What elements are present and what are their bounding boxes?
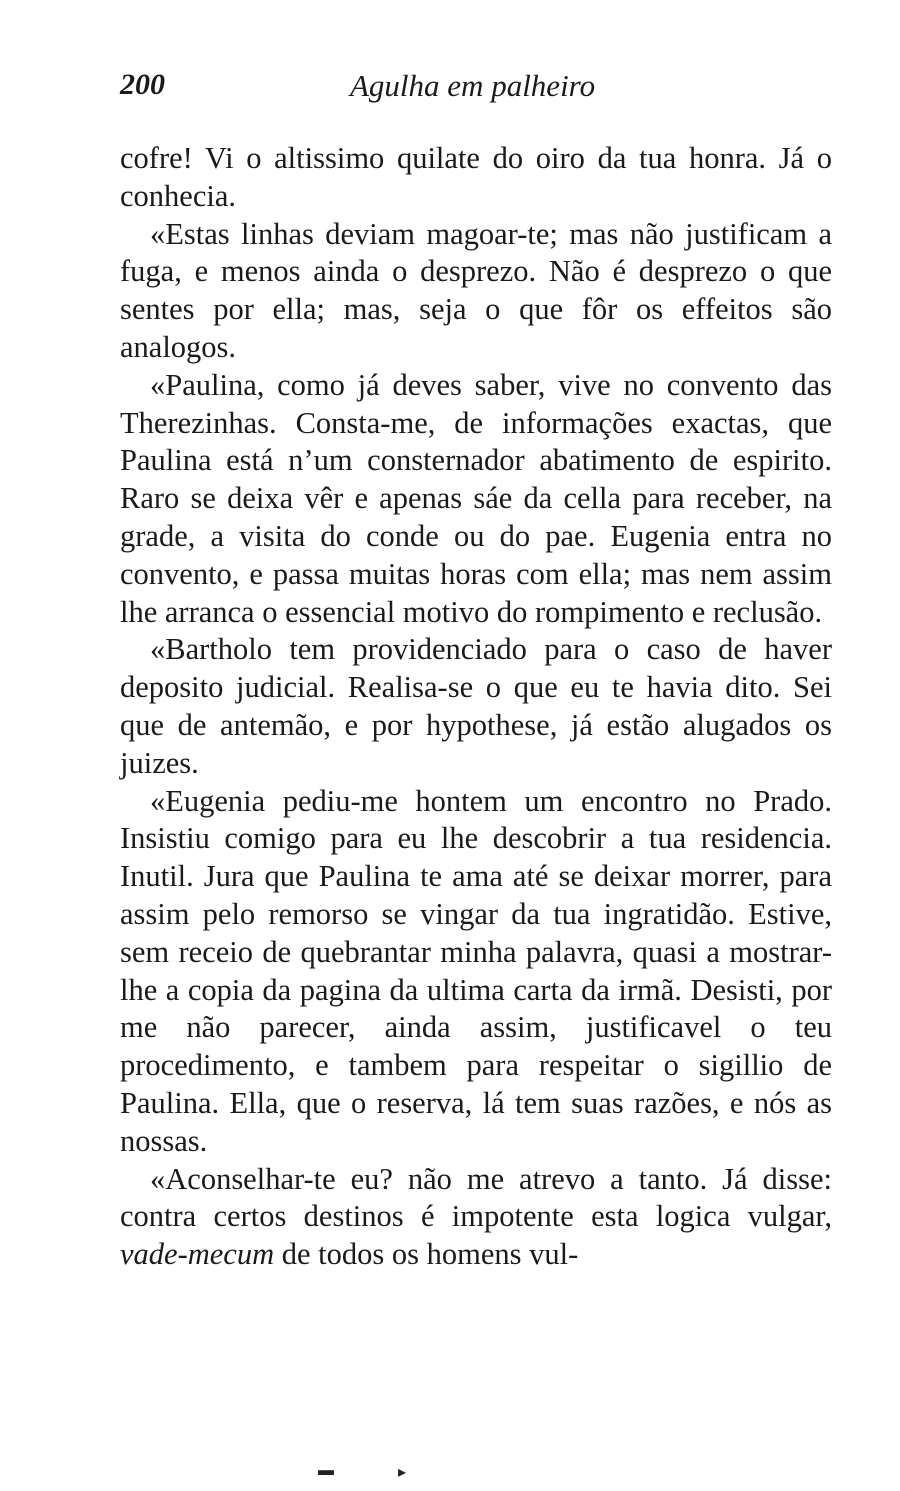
paragraph: «Paulina, como já deves saber, vive no convento das Therezinhas. Consta-me, de informações exactas, que Paulina está n’um consternador abatimento de espirito. Raro se deixa vêr e apenas sáe da cella para receber, na grade, a visita do conde ou do pae. Eugenia entra no convento, e passa muitas horas com ella; mas nem assim lhe arranca o essencial motivo do rompimento e reclusão. <box>120 367 832 629</box>
paragraph-text: de todos os homens vul- <box>274 1237 579 1272</box>
paragraph <box>120 1161 832 1274</box>
body-text <box>120 140 832 1274</box>
paragraph-text: «Aconselhar-te eu? não me atrevo a tanto. Já disse: contra certos destinos é impotente esta logica vulgar, <box>120 1161 832 1234</box>
paragraph: «Bartholo tem providenciado para o caso de haver deposito judicial. Realisa-se o que eu te havia dito. Sei que de antemão, e por hypothese, já estão alugados os juizes. <box>120 632 832 780</box>
paragraph: «Estas linhas deviam magoar-te; mas não justificam a fuga, e menos ainda o desprezo. Não é desprezo o que sentes por ella; mas, seja o que fôr os effeitos são analogos. <box>120 216 832 364</box>
paragraph: «Eugenia pediu-me hontem um encontro no Prado. Insistiu comigo para eu lhe descobrir a tua residencia. Inutil. Jura que Paulina te ama até se deixar morrer, para assim pelo remorso se vingar da tua ingratidão. Estive, sem receio de quebrantar minha palavra, quasi a mostrar-lhe a copia da pagina da ultima carta da irmã. Desisti, por me não parecer, ainda assim, justificavel o teu procedimento, e tambem para respeitar o sigillio de Paulina. Ella, que o reserva, lá tem suas razões, e nós as nossas. <box>120 783 832 1158</box>
paragraph: cofre! Vi o altissimo quilate do oiro da tua honra. Já o conhecia. <box>120 141 832 213</box>
page-number: 200 <box>120 68 165 101</box>
print-mark: ▸ <box>398 1464 407 1481</box>
running-header <box>120 68 832 110</box>
print-mark: ▬ <box>318 1462 334 1479</box>
running-title: Agulha em palheiro <box>350 68 596 103</box>
italic-term: vade-mecum <box>120 1237 275 1272</box>
